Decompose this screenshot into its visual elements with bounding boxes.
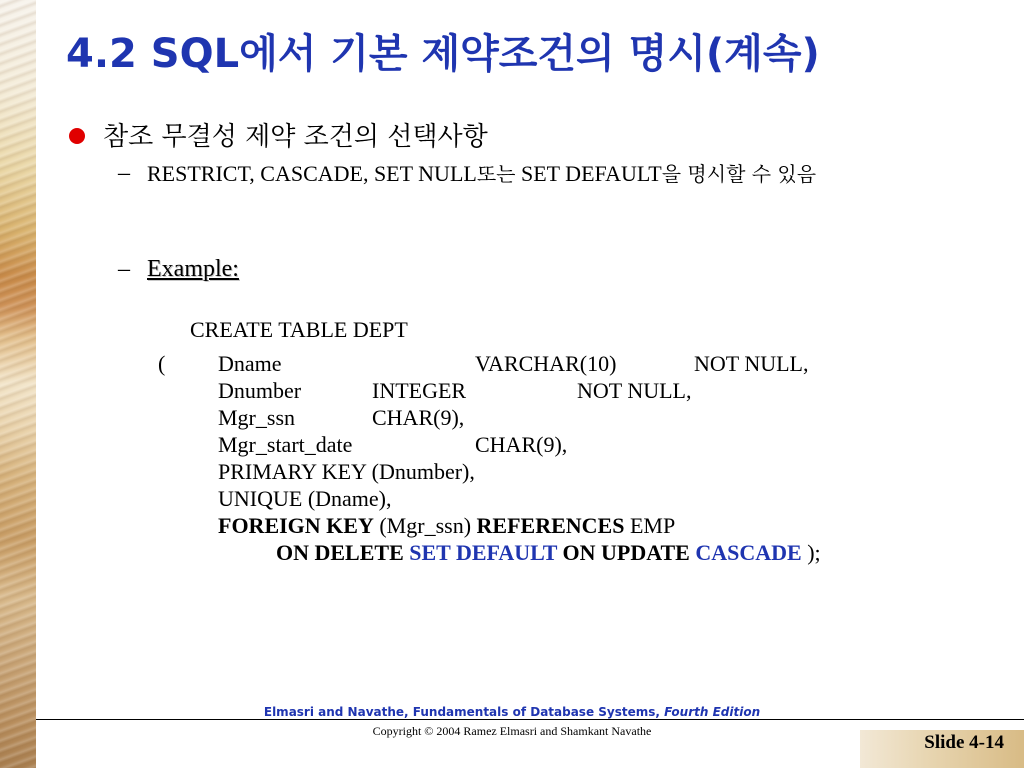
code-dnumber-type: INTEGER: [372, 378, 467, 403]
code-dname-col: Dname: [218, 351, 282, 376]
code-dnumber-col: Dnumber: [218, 378, 302, 403]
footer-authors: [0, 705, 1024, 719]
slide-number-box: [860, 730, 1024, 768]
title-divider: [36, 94, 1024, 96]
code-close: );: [801, 540, 821, 565]
code-on-update: ON UPDATE: [557, 540, 696, 565]
code-on-delete: ON DELETE: [276, 540, 410, 565]
code-set-default: SET DEFAULT: [409, 540, 558, 565]
slide-title: 4.2 SQL에서 기본 제약조건의 명시(계속): [66, 31, 820, 77]
code-create-table: CREATE TABLE DEPT: [190, 317, 408, 342]
options-korean-or: 또는: [476, 162, 516, 186]
code-foreign-key-line: [218, 513, 675, 539]
code-dnumber-constraint: NOT NULL,: [577, 378, 692, 403]
code-on-delete-line: [276, 540, 821, 566]
code-mgrstart-col: Mgr_start_date: [218, 432, 353, 457]
options-text-2: SET DEFAULT: [515, 161, 662, 186]
code-dname-constraint: NOT NULL,: [694, 351, 809, 376]
bullet-dot-icon: [69, 128, 85, 144]
footer-copyright: Copyright © 2004 Ramez Elmasri and Shamkant Navathe: [372, 724, 652, 738]
sub-bullet-dash: –: [118, 160, 130, 186]
code-ref-table: EMP: [624, 513, 676, 538]
code-fk-cols: (Mgr_ssn): [373, 513, 477, 538]
code-mgrstart-type: CHAR(9),: [475, 432, 568, 457]
code-dname-type: VARCHAR(10): [475, 351, 617, 376]
options-text: RESTRICT, CASCADE, SET NULL: [147, 161, 477, 186]
sub-bullet-options: [147, 160, 987, 188]
slide-number: Slide 4-14: [924, 732, 1004, 753]
example-label: Example:: [147, 256, 239, 282]
code-mgrssn-type: CHAR(9),: [372, 405, 465, 430]
options-korean-tail: 을 명시할 수 있음: [661, 162, 817, 186]
code-primary-key: PRIMARY KEY (Dnumber),: [218, 459, 475, 484]
footer-authors-text: Elmasri and Navathe, Fundamentals of Database Systems,: [263, 705, 665, 719]
footer-divider: [36, 719, 1024, 720]
code-fk-keyword: FOREIGN KEY: [218, 513, 374, 538]
footer-edition: Fourth Edition: [664, 705, 761, 719]
code-unique: UNIQUE (Dname),: [218, 486, 392, 511]
code-open-paren: (: [158, 351, 166, 376]
bullet-heading: 참조 무결성 제약 조건의 선택사항: [103, 122, 488, 152]
decorative-sidebar: [0, 0, 36, 768]
code-references-keyword: REFERENCES: [476, 513, 625, 538]
sub-bullet-dash: –: [118, 256, 130, 282]
code-mgrssn-col: Mgr_ssn: [218, 405, 296, 430]
code-cascade: CASCADE: [695, 540, 802, 565]
